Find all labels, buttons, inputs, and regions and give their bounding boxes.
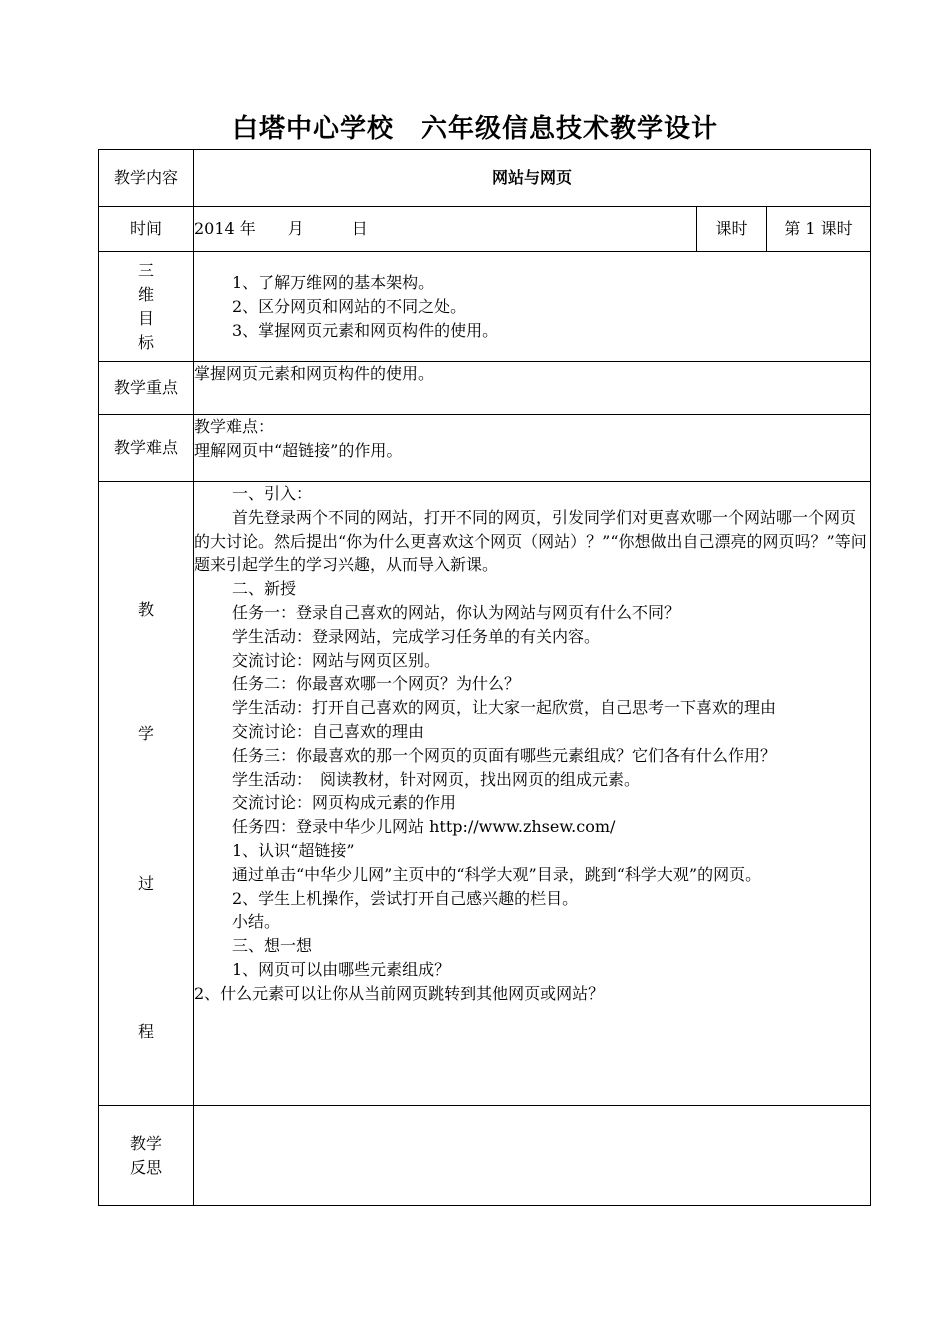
process-label: [99, 482, 194, 1106]
difficulties-value: 理解网页中“超链接”的作用。: [194, 441, 403, 460]
goals-content: [194, 252, 871, 362]
process-paragraph: 1、认识“超链接”: [232, 840, 355, 860]
difficulties-label: 教学难点: [99, 415, 194, 482]
difficulties-content: [194, 415, 871, 482]
process-paragraph: 交流讨论：网页构成元素的作用: [232, 793, 457, 813]
process-paragraph: 一、引入：: [232, 484, 313, 503]
goal-item: 3、掌握网页元素和网页构件的使用。: [232, 320, 499, 340]
goals-label-char: 维: [137, 284, 154, 304]
process-label-char: 程: [137, 1022, 154, 1041]
content-label: 教学内容: [99, 150, 194, 207]
process-label-char: 过: [137, 874, 154, 893]
reflection-label: [99, 1106, 194, 1206]
row-difficulties: [99, 415, 871, 482]
period-label: 课时: [697, 207, 767, 252]
reflection-label-line: 反思: [129, 1157, 162, 1177]
key-points-label: 教学重点: [99, 362, 194, 415]
process-paragraph: 学生活动：打开自己喜欢的网页，让大家一起欣赏，自己思考一下喜欢的理由: [232, 698, 777, 718]
process-paragraph: 交流讨论：自己喜欢的理由: [232, 721, 425, 741]
process-paragraph: 2、学生上机操作，尝试打开自己感兴趣的栏目。: [232, 888, 579, 908]
process-paragraph: 交流讨论：网站与网页区别。: [232, 650, 441, 670]
process-label-char: 学: [137, 724, 154, 743]
time-label: 时间: [99, 207, 194, 252]
process-paragraph: 2、什么元素可以让你从当前网页跳转到其他网页或网站？: [194, 983, 605, 1003]
process-paragraph: 任务二：你最喜欢哪一个网页？为什么？: [232, 674, 521, 694]
row-process: [99, 482, 871, 1106]
goals-label-char: 三: [137, 260, 154, 280]
goals-label-char: 目: [137, 308, 154, 328]
goals-label-char: 标: [137, 332, 154, 352]
row-reflection: [99, 1106, 871, 1206]
difficulties-heading: 教学难点：: [194, 417, 275, 436]
row-goals: [99, 252, 871, 362]
process-paragraph: 任务四：登录中华少儿网站 http://www.zhsew.com/: [232, 817, 616, 837]
process-paragraph: 任务三：你最喜欢的那一个网页的页面有哪些元素组成？它们各有什么作用？: [232, 745, 777, 765]
row-time: [99, 207, 871, 252]
document-title: 白塔中心学校 六年级信息技术教学设计: [231, 114, 718, 144]
row-content: [99, 150, 871, 207]
process-paragraph: 小结。: [232, 912, 281, 932]
row-key-points: [99, 362, 871, 415]
lesson-topic: 网站与网页: [194, 150, 871, 207]
goal-item: 1、了解万维网的基本架构。: [232, 272, 435, 292]
time-value: 2014 年 月 日: [194, 207, 697, 252]
process-paragraph: 首先登录两个不同的网站，打开不同的网页，引发同学们对更喜欢哪一个网站哪一个网页的大讨论。然后提出“你为什么更喜欢这个网页（网站）？”“你想做出自己漂亮的网页吗？”等问题来引起学生的学习兴趣，从而导入新课。: [194, 507, 867, 575]
key-points-value: 掌握网页元素和网页构件的使用。: [194, 362, 871, 415]
goal-item: 2、区分网页和网站的不同之处。: [232, 296, 467, 316]
goals-label: [99, 252, 194, 362]
reflection-label-line: 教学: [129, 1133, 162, 1153]
process-paragraph: 任务一：登录自己喜欢的网站，你认为网站与网页有什么不同？: [232, 602, 681, 622]
process-paragraph: 三、想一想: [232, 936, 313, 956]
lesson-plan-table: [98, 149, 871, 1206]
process-paragraph: 学生活动： 阅读教材，针对网页，找出网页的组成元素。: [232, 769, 641, 789]
process-paragraph: 1、网页可以由哪些元素组成？: [232, 959, 451, 979]
period-value: 第 1 课时: [767, 207, 871, 252]
process-content: [194, 482, 871, 1106]
process-paragraph: 通过单击“中华少儿网”主页中的“科学大观”目录，跳到“科学大观”的网页。: [232, 864, 762, 884]
process-paragraph: 学生活动：登录网站，完成学习任务单的有关内容。: [232, 626, 601, 646]
reflection-value: [194, 1106, 871, 1206]
process-paragraph: 二、新授: [232, 579, 297, 599]
process-label-char: 教: [137, 600, 154, 619]
